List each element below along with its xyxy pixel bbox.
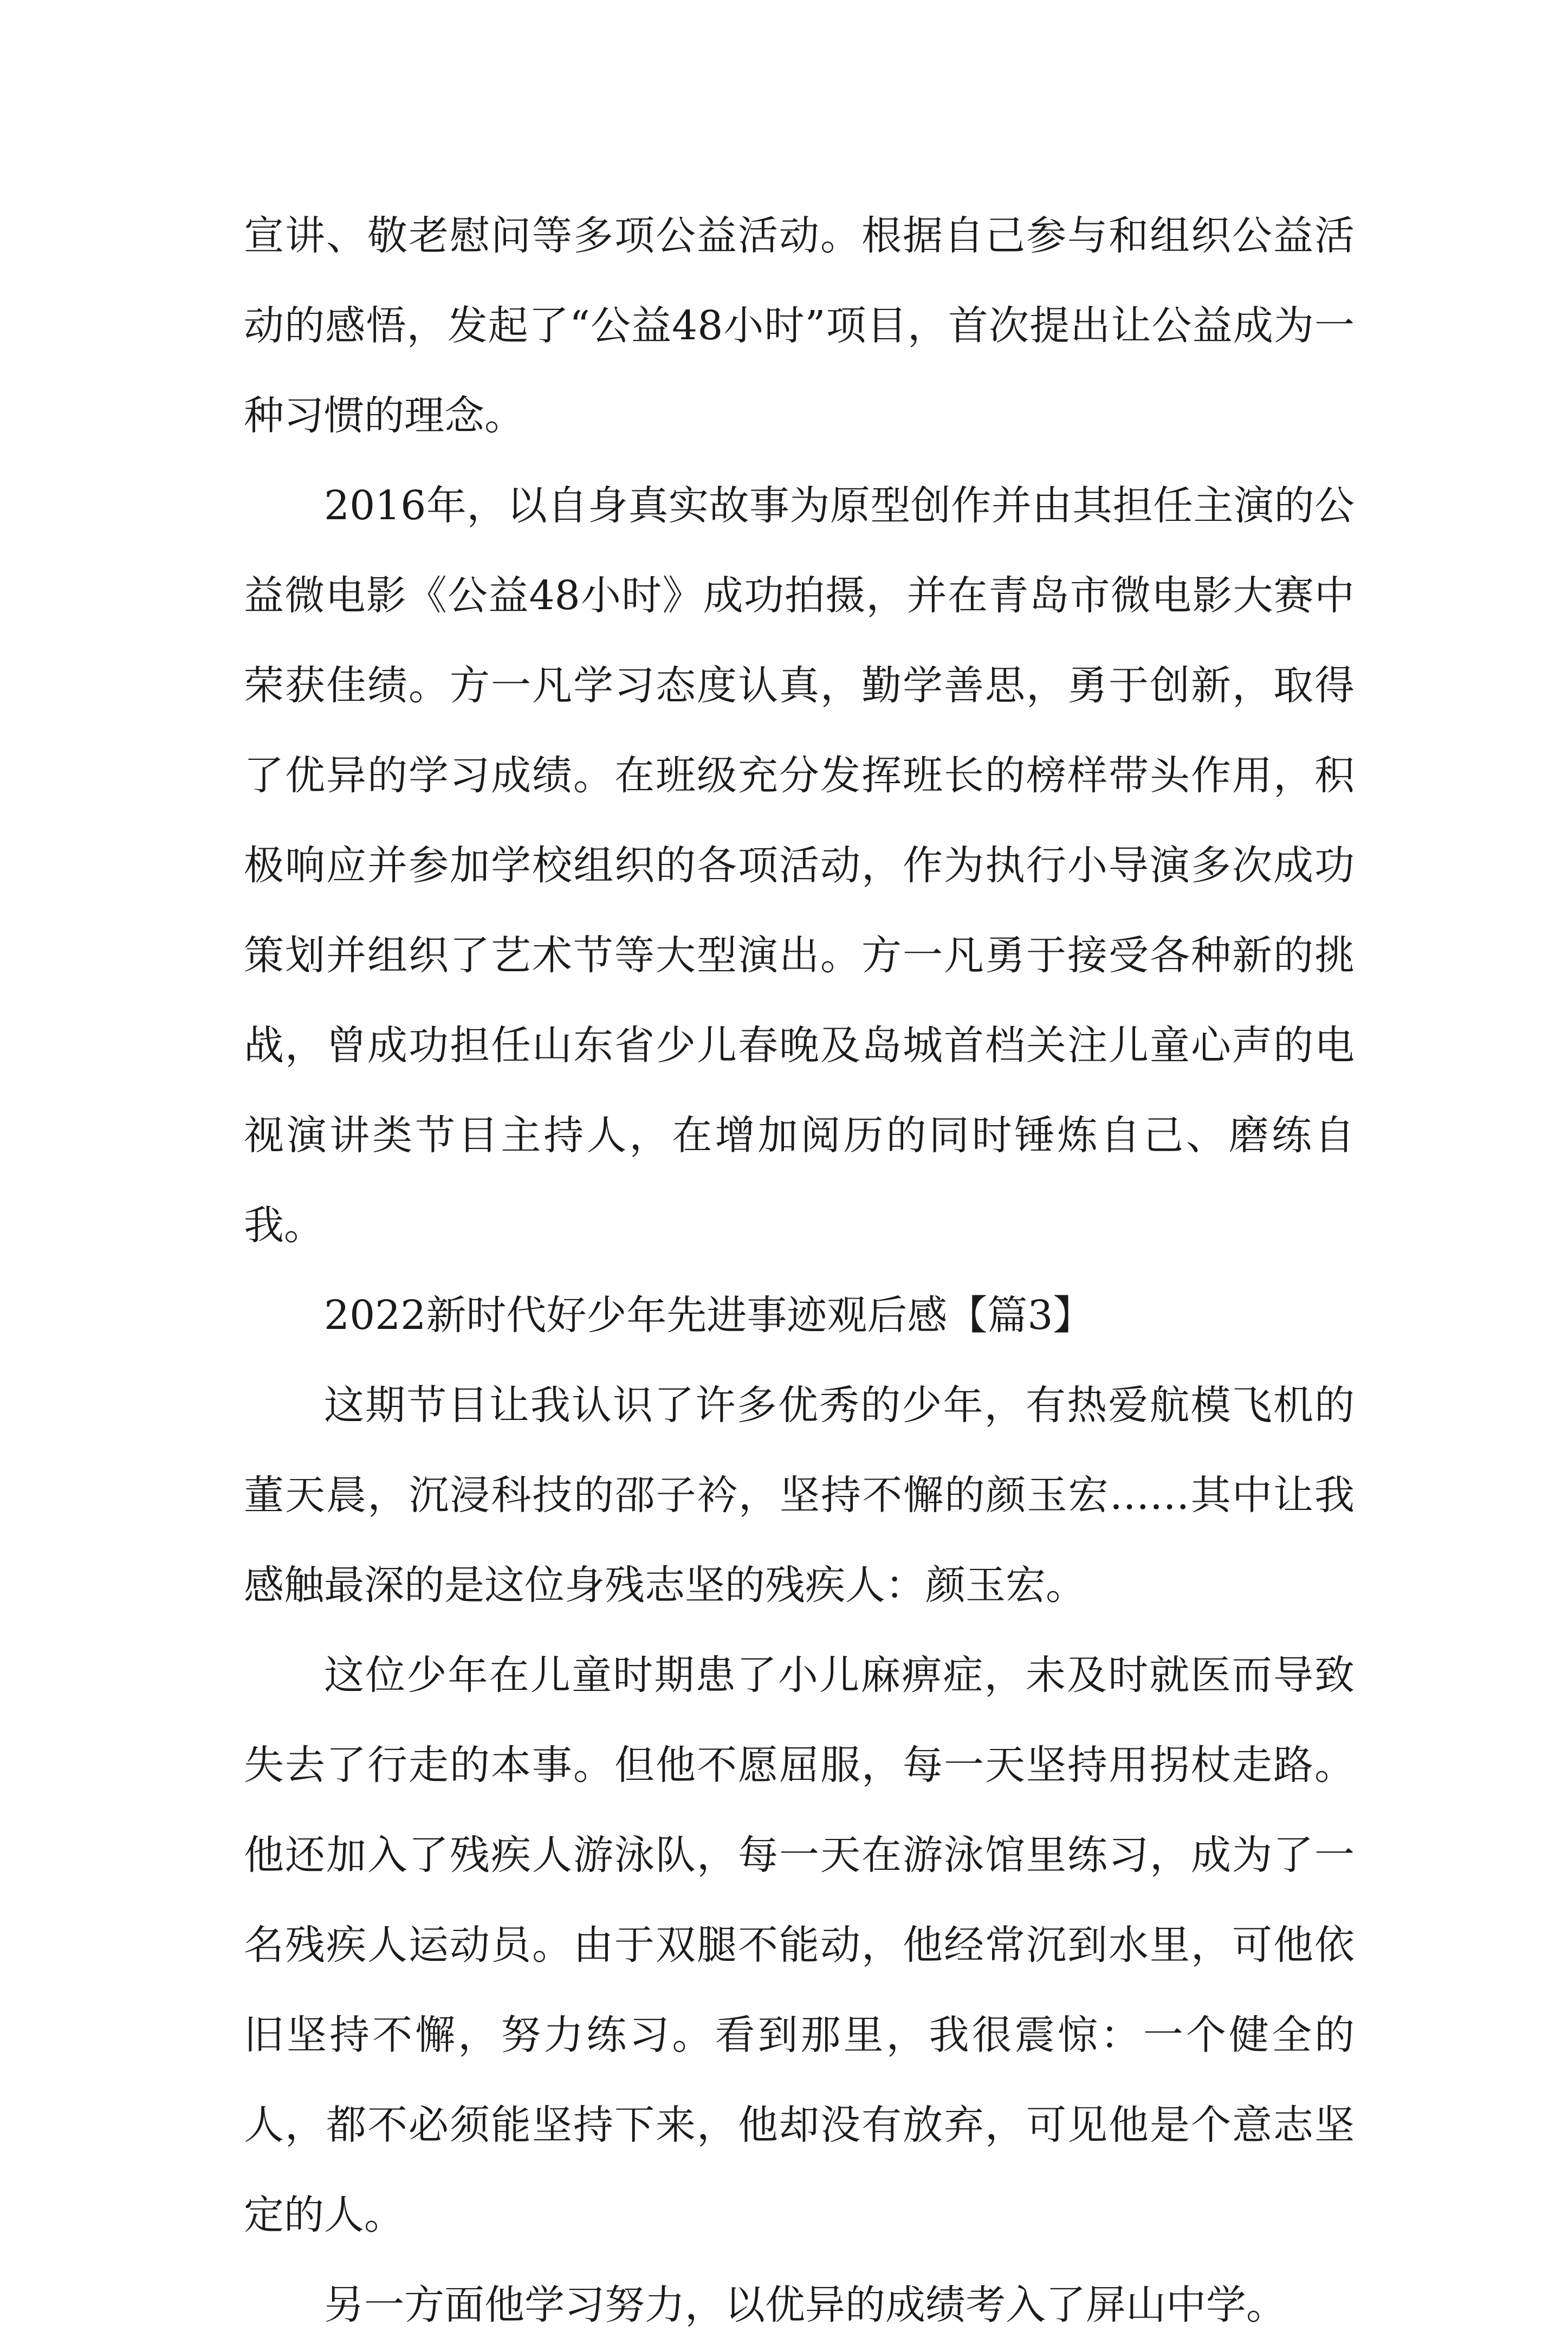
paragraph-public-welfare-intro: 宣讲、敬老慰问等多项公益活动。根据自己参与和组织公益活动的感悟，发起了“公益48小时”项目，首次提出让公益成为一种习惯的理念。 [244, 212, 1355, 439]
paragraph-micro-film: 2016年，以自身真实故事为原型创作并由其担任主演的公益微电影《公益48小时》成功拍摄，并在青岛市微电影大赛中荣获佳绩。方一凡学习态度认真，勤学善思，勇于创新，取得了优异的学习成绩。在班级充分发挥班长的榜样带头作用，积极响应并参加学校组织的各项活动，作为执行小导演多次成功策划并组织了艺术节等大型演出。方一凡勇于接受各种新的挑战，曾成功担任山东省少儿春晚及岛城首档关注儿童心声的电视演讲类节目主持人，在增加阅历的同时锤炼自己、磨练自我。 [244, 482, 1355, 1249]
paragraph-study: 另一方面他学习努力，以优异的成绩考入了屏山中学。 [324, 2282, 1286, 2328]
section-heading-part-3: 2022新时代好少年先进事迹观后感【篇3】 [324, 1292, 1093, 1339]
document-body [244, 191, 1355, 2350]
paragraph-polio-story: 这位少年在儿童时期患了小儿麻痹症，未及时就医而导致失去了行走的本事。但他不愿屈服，每一天坚持用拐杖走路。他还加入了残疾人游泳队，每一天在游泳馆里练习，成为了一名残疾人运动员。由于双腿不能动，他经常沉到水里，可他依旧坚持不懈，努力练习。看到那里，我很震惊：一个健全的人，都不必须能坚持下来，他却没有放弃，可见他是个意志坚定的人。 [244, 1652, 1355, 2238]
paragraph-program-intro: 这期节目让我认识了许多优秀的少年，有热爱航模飞机的董天晨，沉浸科技的邵子衿，坚持不懈的颜玉宏……其中让我感触最深的是这位身残志坚的残疾人：颜玉宏。 [244, 1382, 1355, 1609]
